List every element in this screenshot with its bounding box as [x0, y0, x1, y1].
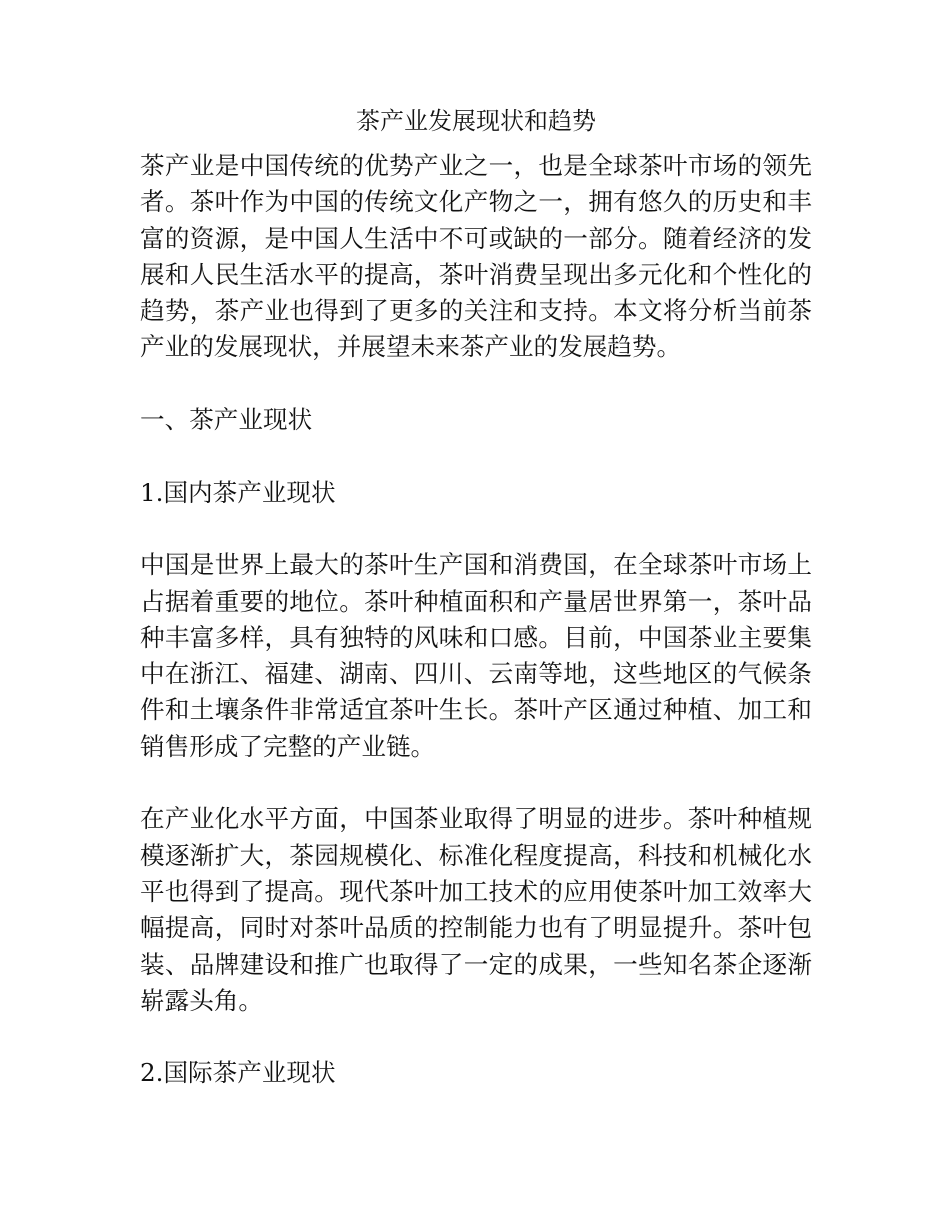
spacer: [140, 1019, 812, 1055]
section-heading: 一、茶产业现状: [140, 405, 313, 435]
intro-paragraph: 茶产业是中国传统的优势产业之一，也是全球茶叶市场的领先者。茶叶作为中国的传统文化产物之一，拥有悠久的历史和丰富的资源，是中国人生活中不可或缺的一部分。随着经济的发展和人民生活水平的提高，茶叶消费呈现出多元化和个性化的趋势，茶产业也得到了更多的关注和支持。本文将分析当前茶产业的发展现状，并展望未来茶产业的发展趋势。: [140, 151, 812, 362]
spacer: [140, 438, 812, 474]
subsection-heading-domestic: 1.国内茶产业现状: [140, 477, 336, 507]
document-page: [140, 104, 812, 1092]
spacer: [140, 511, 812, 547]
subsection-heading-international: 2.国际茶产业现状: [140, 1058, 336, 1088]
document-title: 茶产业发展现状和趋势: [356, 107, 596, 135]
body-paragraph-1: 中国是世界上最大的茶叶生产国和消费国，在全球茶叶市场上占据着重要的地位。茶叶种植面积和产量居世界第一，茶叶品种丰富多样，具有独特的风味和口感。目前，中国茶业主要集中在浙江、福建、湖南、四川、云南等地，这些地区的气候条件和土壤条件非常适宜茶叶生长。茶叶产区通过种植、加工和销售形成了完整的产业链。: [140, 550, 812, 761]
spacer: [140, 366, 812, 402]
spacer: [140, 765, 812, 801]
body-paragraph-2: 在产业化水平方面，中国茶业取得了明显的进步。茶叶种植规模逐渐扩大，茶园规模化、标准化程度提高，科技和机械化水平也得到了提高。现代茶叶加工技术的应用使茶叶加工效率大幅提高，同时对茶叶品质的控制能力也有了明显提升。茶叶包装、品牌建设和推广也取得了一定的成果，一些知名茶企逐渐崭露头角。: [140, 804, 812, 1015]
